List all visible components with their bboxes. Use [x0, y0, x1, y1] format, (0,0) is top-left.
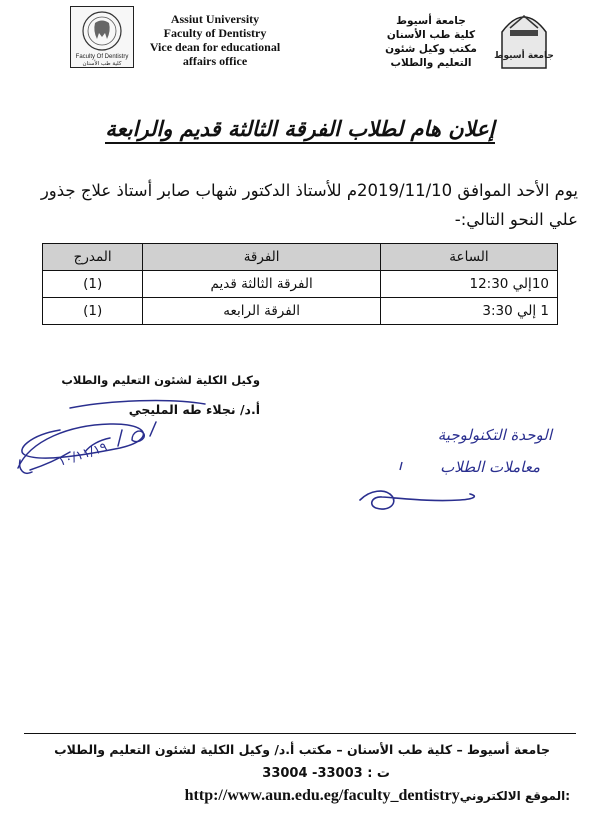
cell-year: الفرقة الرابعه — [143, 298, 381, 325]
cell-year: الفرقة الثالثة قديم — [143, 271, 381, 298]
header-year: الفرقة — [143, 244, 381, 271]
footer-divider — [24, 733, 576, 734]
website-label: الموقع الالكتروني: — [459, 789, 570, 803]
page-title-text: إعلان هام لطلاب الفرقة الثالثة قديم والرابعة — [105, 117, 494, 144]
header-ar-line: مكتب وكيل شئون — [385, 43, 477, 55]
header-hall: المدرج — [43, 244, 143, 271]
logo-text-en: Faculty Of Dentistry — [75, 54, 129, 60]
signatory-name: أ.د/ نجلاء طه المليجي — [128, 402, 260, 417]
signatory-role: وكيل الكلية لشئون التعليم والطلاب — [61, 373, 260, 387]
header-ar-line: التعليم والطلاب — [390, 57, 472, 69]
cell-hall: (1) — [43, 298, 143, 325]
header-ar-line: كلية طب الأسنان — [386, 29, 476, 41]
header-en-line: Faculty of Dentistry — [163, 26, 267, 40]
handwritten-date: ١٠/١١/١٩ — [56, 439, 110, 470]
logo-text-ar: كلية طب الأسنان — [82, 61, 122, 67]
cell-time: 1 إلي 3:30 — [380, 298, 557, 325]
handwritten-note-line1: الوحدة التكنولوجية — [437, 426, 552, 444]
header-en-line: Vice dean for educational — [149, 40, 281, 54]
header-en-line: Assiut University — [170, 12, 260, 26]
footer-phones: ت : 33003- 33004 — [262, 766, 390, 781]
cell-time: 10إلي 12:30 — [380, 271, 557, 298]
header-ar-line: جامعة أسيوط — [396, 15, 466, 27]
website-url[interactable]: http://www.aun.edu.eg/faculty_dentistry — [184, 787, 460, 804]
announcement-paragraph: يوم الأحد الموافق 2019/11/10م للأستاذ الدكتور شهاب صابر أستاذ علاج جذور علي النحو التالي:- — [40, 181, 578, 229]
header-en-line: affairs office — [182, 54, 248, 68]
university-logo-text: جامعة أسيوط — [494, 51, 554, 61]
footer-website — [30, 786, 570, 806]
footer-address: جامعة أسيوط – كلية طب الأسنان – مكتب أ.د/ وكيل الكلية لشئون التعليم والطلاب — [54, 742, 550, 757]
header-time: الساعة — [380, 244, 557, 271]
handwritten-note-line2: معاملات الطلاب — [440, 458, 540, 476]
cell-hall: (1) — [43, 271, 143, 298]
